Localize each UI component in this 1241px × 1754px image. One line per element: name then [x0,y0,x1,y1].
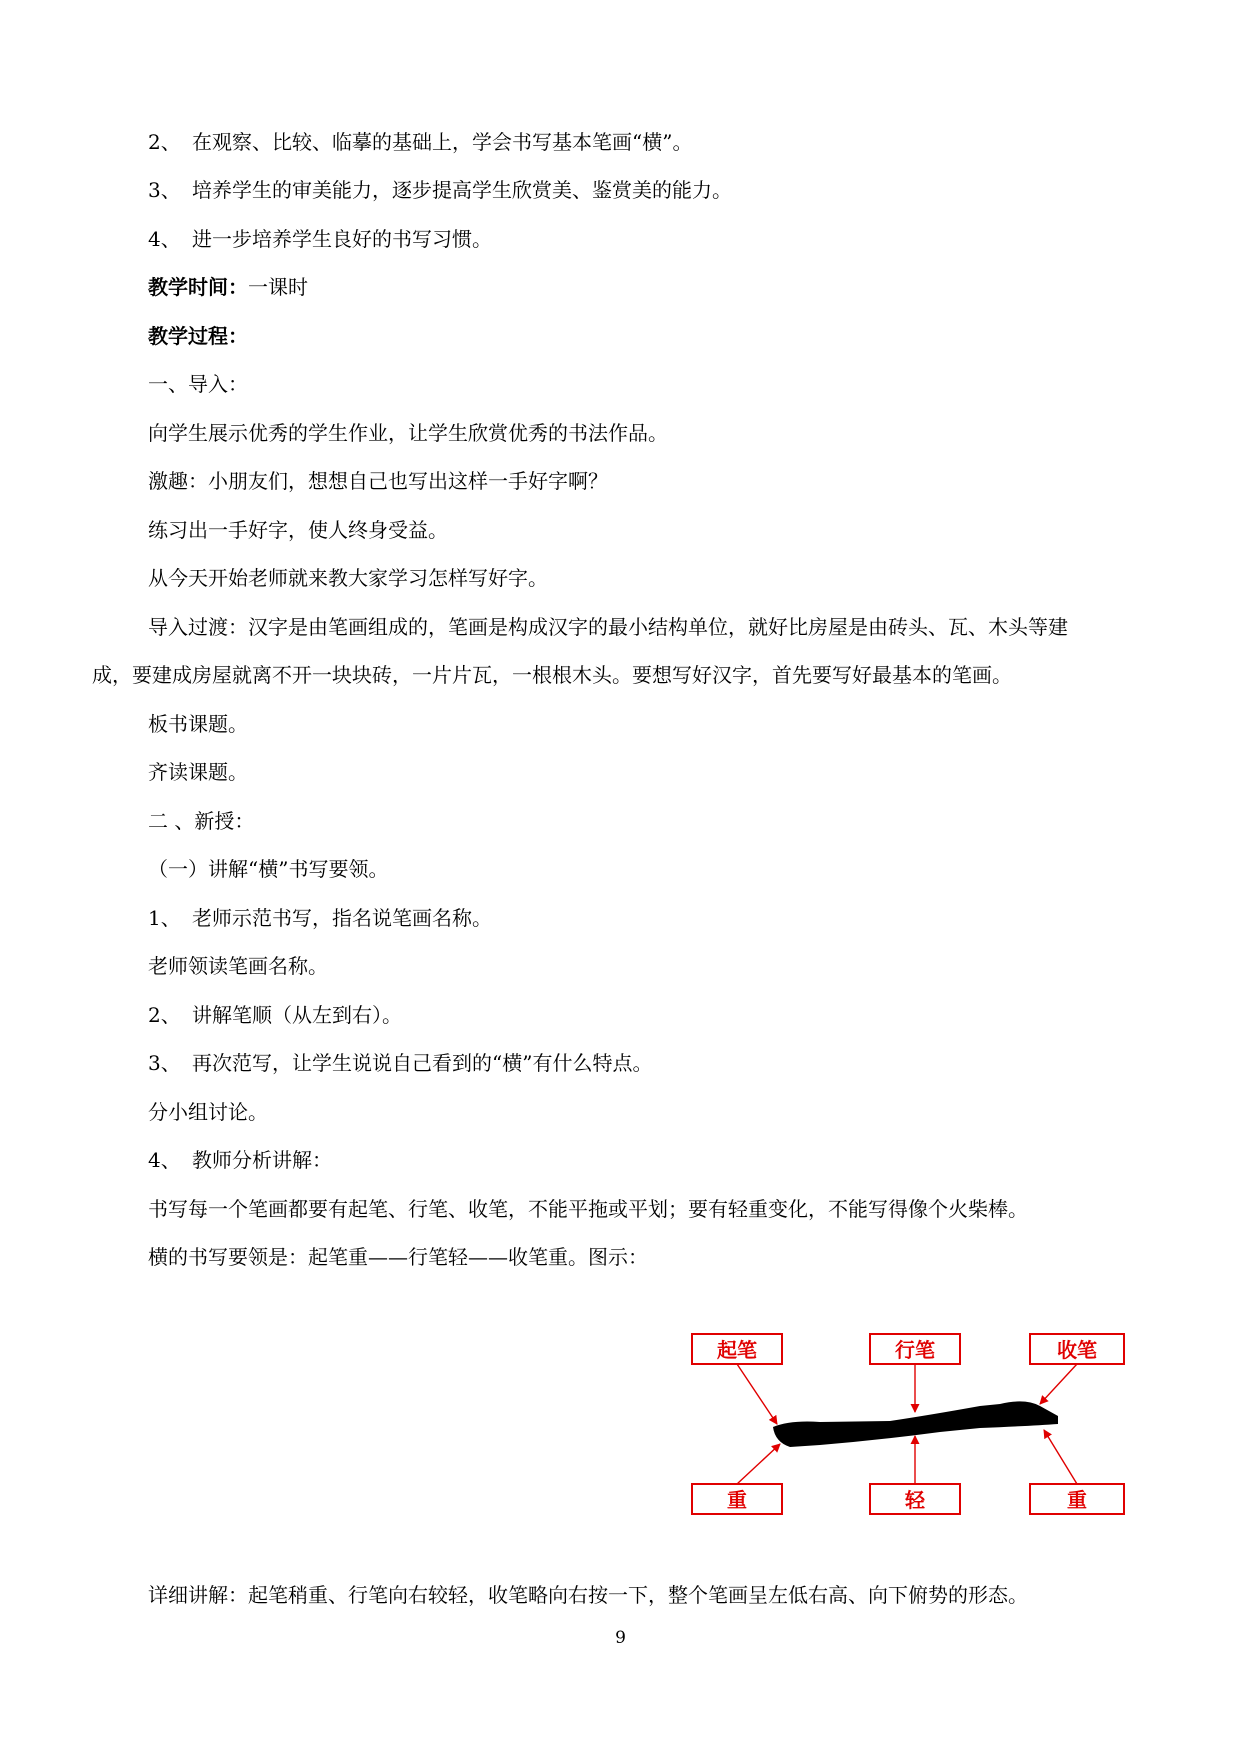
board-title: 板书课题。 [148,712,248,736]
arrow-shoubi [1040,1364,1077,1404]
transition-line-2: 成，要建成房屋就离不开一块块砖，一片片瓦，一根根木头。要想写好汉字，首先要写好最基本的笔画。 [92,663,1012,687]
list-text: 再次范写，让学生说说自己看到的“横”有什么特点。 [192,1051,653,1075]
intro-line-2: 激趣：小朋友们，想想自己也写出这样一手好字啊？ [148,469,608,493]
label-box-qing [870,1484,960,1514]
rule-line: 横的书写要领是：起笔重——行笔轻——收笔重。图示： [148,1245,648,1269]
label-box-shoubi [1030,1334,1124,1364]
label-box-xingbi [870,1334,960,1364]
stroke-diagram [680,1330,1140,1530]
step-2 [148,1003,402,1027]
new-lesson-sub: （一）讲解“横”书写要领。 [148,857,389,881]
transition-line-1: 导入过渡：汉字是由笔画组成的，笔画是构成汉字的最小结构单位，就好比房屋是由砖头、瓦、木头等建 [148,615,1068,639]
step-3-note: 分小组讨论。 [148,1100,268,1124]
teaching-process-label: 教学过程： [148,324,248,348]
step-1-note: 老师领读笔画名称。 [148,954,328,978]
objective-2 [148,130,692,154]
list-number: 4、 [148,227,181,251]
arrow-qibi [737,1364,777,1424]
analysis-line: 书写每一个笔画都要有起笔、行笔、收笔，不能平拖或平划；要有轻重变化，不能写得像个火柴棒。 [148,1197,1028,1221]
label-zhong-right: 重 [1067,1488,1087,1512]
arrow-zhong-right [1044,1430,1077,1484]
list-text: 讲解笔顺（从左到右）。 [192,1003,402,1027]
teaching-time-value: 一课时 [248,275,308,299]
read-title: 齐读课题。 [148,760,248,784]
page-number: 9 [615,1628,626,1648]
list-number: 2、 [148,130,181,154]
teaching-time [148,275,308,299]
list-text: 老师示范书写，指名说笔画名称。 [192,906,492,930]
step-3 [148,1051,652,1075]
label-shoubi: 收笔 [1057,1338,1097,1362]
objective-3 [148,178,732,202]
list-text: 培养学生的审美能力，逐步提高学生欣赏美、鉴赏美的能力。 [192,178,732,202]
intro-heading: 一、导入： [148,372,248,396]
label-qing: 轻 [905,1488,925,1512]
list-text: 进一步培养学生良好的书写习惯。 [192,227,492,251]
intro-line-1: 向学生展示优秀的学生作业，让学生欣赏优秀的书法作品。 [148,421,668,445]
list-number: 4、 [148,1148,181,1172]
label-zhong-left: 重 [727,1488,747,1512]
detail-line: 详细讲解：起笔稍重、行笔向右较轻，收笔略向右按一下，整个笔画呈左低右高、向下俯势的形态。 [148,1583,1028,1607]
list-text: 在观察、比较、临摹的基础上，学会书写基本笔画“横”。 [192,130,693,154]
label-box-qibi [692,1334,782,1364]
label-box-zhong-left [692,1484,782,1514]
label-qibi: 起笔 [717,1338,757,1362]
teaching-time-label: 教学时间： [148,275,248,299]
list-text: 教师分析讲解： [192,1148,332,1172]
list-number: 1、 [148,906,181,930]
new-lesson-heading: 二 、新授： [148,809,255,833]
label-box-zhong-right [1030,1484,1124,1514]
intro-line-4: 从今天开始老师就来教大家学习怎样写好字。 [148,566,548,590]
step-1 [148,906,492,930]
arrow-zhong-left [737,1444,780,1484]
list-number: 3、 [148,178,181,202]
label-xingbi: 行笔 [895,1338,935,1362]
list-number: 3、 [148,1051,181,1075]
intro-line-3: 练习出一手好字，使人终身受益。 [148,518,448,542]
step-4 [148,1148,332,1172]
objective-4 [148,227,492,251]
list-number: 2、 [148,1003,181,1027]
